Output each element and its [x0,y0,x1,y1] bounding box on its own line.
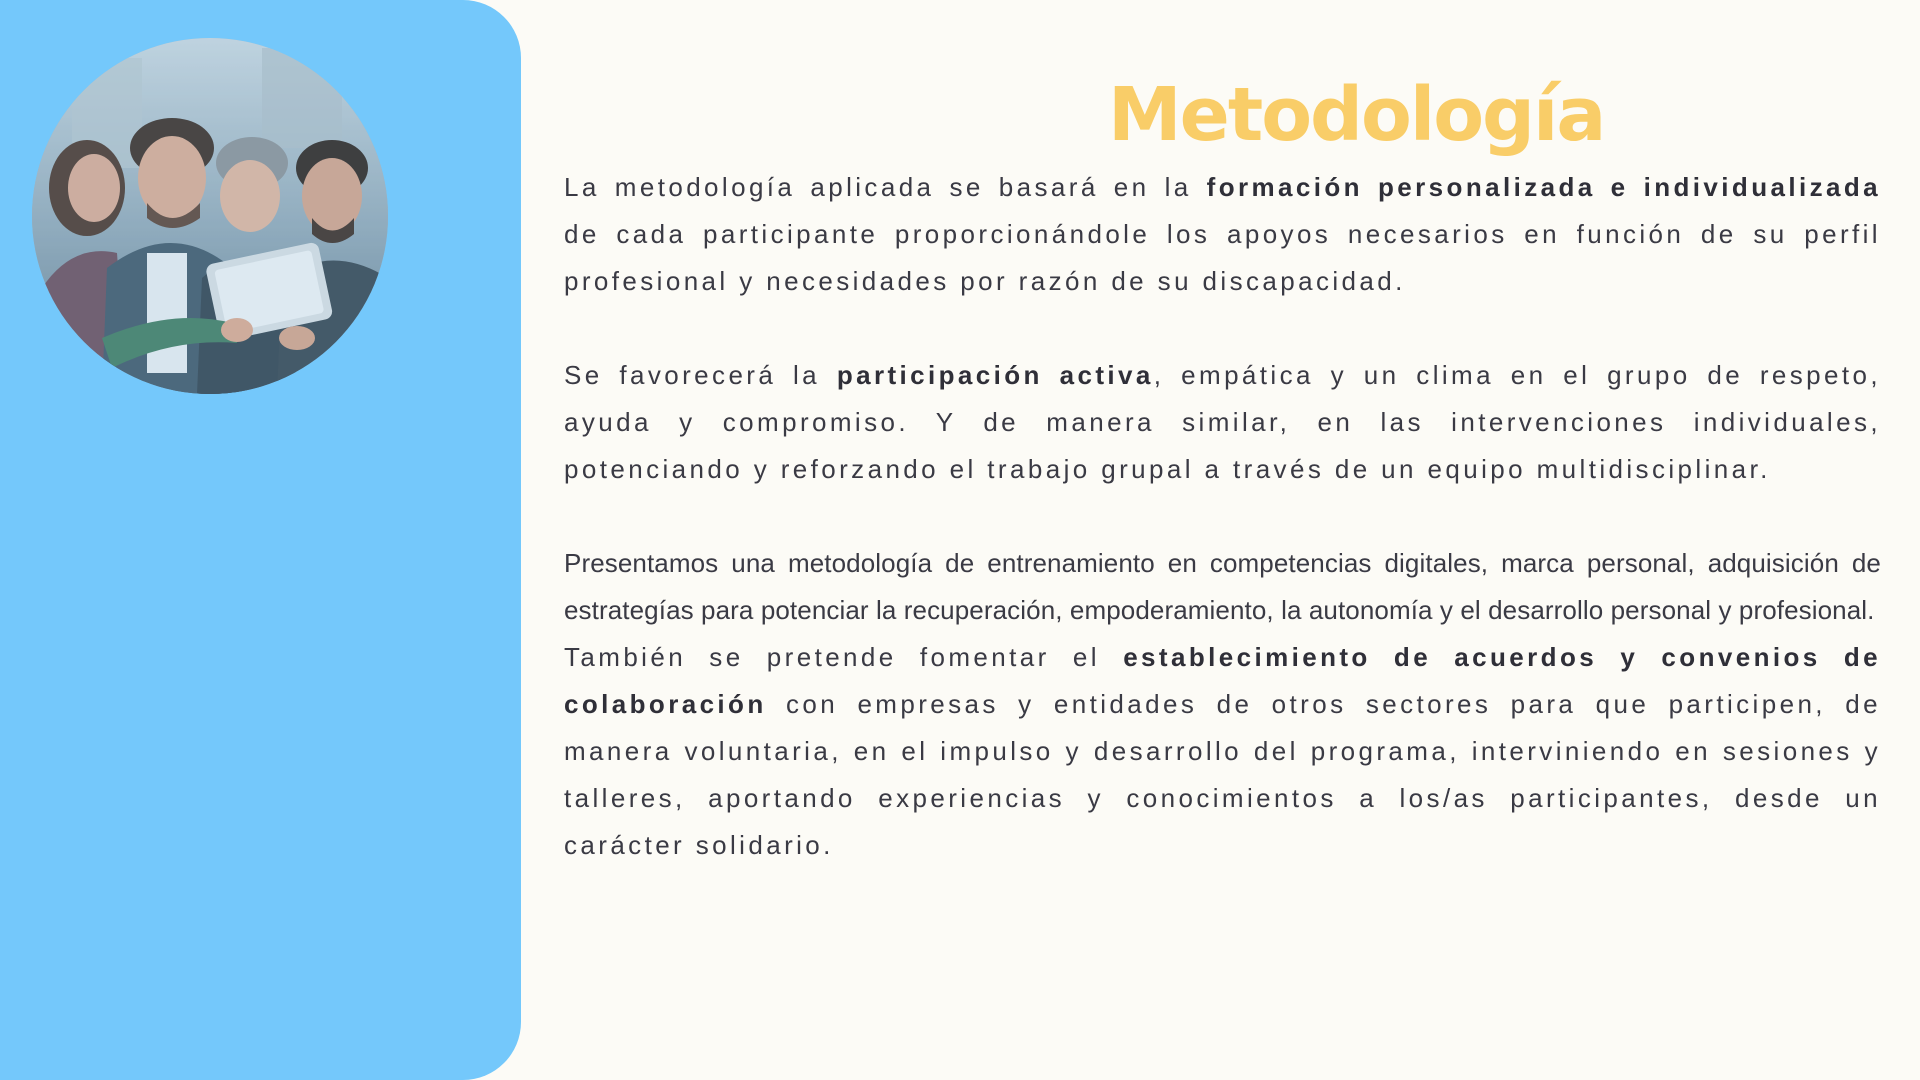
paragraph-text: de cada participante proporcionándole los apoyos necesarios en función de su perfil profesional y necesidades por razón de su discapacidad. [564,219,1881,296]
side-panel [0,0,521,1080]
paragraph-text: También se pretende fomentar el [564,642,1124,672]
group-photo-illustration [32,38,388,394]
paragraph-text: La metodología aplicada se basará en la [564,172,1207,202]
paragraph-highlight: establecimiento de acuerdos y convenios de colaboración [564,642,1881,719]
paragraph-text: con empresas y entidades de otros sectores para que participen, de manera voluntaria, en el impulso y desarrollo del programa, interviniendo en sesiones y talleres, aportando experiencias y conocimientos a los/as participantes, desde un carácter solidario. [564,689,1881,860]
paragraph-highlight: formación personalizada e individualizada [1206,172,1881,202]
methodology-text [564,164,1881,869]
paragraph-active-participation [564,352,1881,493]
paragraph-highlight: participación activa [836,360,1154,390]
paragraph-training-competencies [564,540,1881,634]
paragraph-personalized-training [564,164,1881,305]
paragraph-text: Se favorecerá la [564,360,837,390]
page-title: Metodología [1108,72,1605,158]
paragraph-text: , empática y un clima en el grupo de respeto, ayuda y compromiso. Y de manera similar, en las intervenciones individuales, potenciando y reforzando el trabajo grupal a través de un equipo multidisciplinar. [564,360,1881,484]
group-photo [32,38,388,394]
paragraph-text: Presentamos una metodología de entrenamiento en competencias digitales, marca personal, adquisición de estrategías para potenciar la recuperación, empoderamiento, la autonomía y el desarrollo personal y profesional. [564,548,1881,625]
paragraph-collaboration-agreements [564,634,1881,869]
